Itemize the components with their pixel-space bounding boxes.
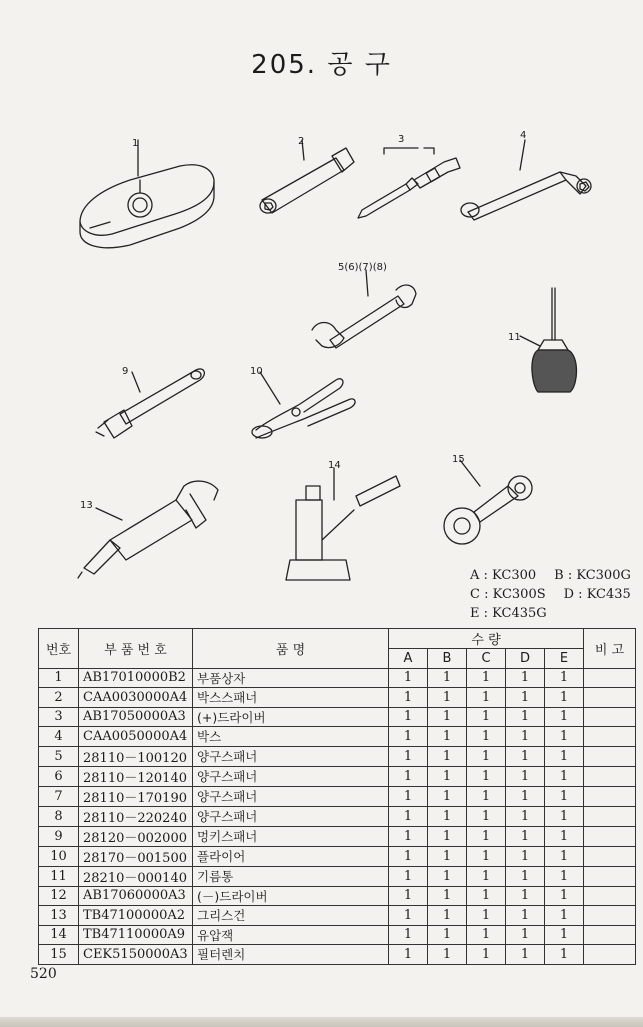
- row-qty: 1: [545, 668, 584, 688]
- row-qty: 1: [506, 688, 545, 708]
- row-name: (－)드라이버: [193, 886, 389, 906]
- row-qty: 1: [506, 866, 545, 886]
- header-qty-d: D: [506, 649, 545, 669]
- parts-table: [38, 628, 636, 965]
- screwdriver-drawing: [358, 148, 460, 218]
- legend-item: C : KC300S: [470, 587, 546, 602]
- filter-wrench-drawing: [444, 460, 532, 544]
- row-qty: 1: [506, 786, 545, 806]
- row-qty: 1: [428, 886, 467, 906]
- row-name: 기름통: [193, 866, 389, 886]
- row-part-no: CAA0050000A4: [79, 727, 193, 747]
- row-qty: 1: [545, 766, 584, 786]
- row-no: 10: [39, 846, 79, 866]
- row-qty: 1: [389, 906, 428, 926]
- header-remarks: 비 고: [584, 629, 636, 669]
- row-remarks: [584, 945, 636, 965]
- row-qty: 1: [389, 925, 428, 945]
- callout-5-8: 5(6)(7)(8): [338, 262, 387, 273]
- row-qty: 1: [428, 688, 467, 708]
- legend-item: B : KC300G: [554, 568, 631, 583]
- table-row: [39, 746, 636, 766]
- row-qty: 1: [506, 806, 545, 826]
- row-no: 15: [39, 945, 79, 965]
- grease-gun-drawing: [78, 481, 218, 578]
- row-qty: 1: [545, 906, 584, 926]
- row-name: 양구스패너: [193, 746, 389, 766]
- row-name: 양구스패너: [193, 786, 389, 806]
- table-row: [39, 766, 636, 786]
- row-qty: 1: [467, 746, 506, 766]
- row-qty: 1: [428, 727, 467, 747]
- table-row: [39, 707, 636, 727]
- row-qty: 1: [506, 945, 545, 965]
- row-no: 2: [39, 688, 79, 708]
- row-qty: 1: [389, 826, 428, 846]
- row-qty: 1: [389, 727, 428, 747]
- row-qty: 1: [389, 866, 428, 886]
- page-title: 205. 공 구: [251, 50, 392, 80]
- table-row: [39, 945, 636, 965]
- row-qty: 1: [506, 727, 545, 747]
- row-qty: 1: [467, 886, 506, 906]
- row-part-no: 28110－120140: [79, 766, 193, 786]
- row-part-no: 28110－100120: [79, 746, 193, 766]
- row-part-no: 28210－000140: [79, 866, 193, 886]
- row-remarks: [584, 707, 636, 727]
- row-part-no: AB17010000B2: [79, 668, 193, 688]
- row-qty: 1: [467, 766, 506, 786]
- table-row: [39, 886, 636, 906]
- row-qty: 1: [467, 668, 506, 688]
- table-row: [39, 668, 636, 688]
- row-qty: 1: [506, 746, 545, 766]
- legend-item: E : KC435G: [470, 606, 547, 621]
- legend-item: A : KC300: [470, 568, 537, 583]
- box-wrench-drawing: [461, 140, 591, 220]
- row-qty: 1: [545, 886, 584, 906]
- row-no: 14: [39, 925, 79, 945]
- row-qty: 1: [389, 886, 428, 906]
- row-qty: 1: [389, 786, 428, 806]
- table-row: [39, 925, 636, 945]
- row-qty: 1: [467, 866, 506, 886]
- row-qty: 1: [428, 786, 467, 806]
- row-qty: 1: [545, 786, 584, 806]
- row-qty: 1: [467, 906, 506, 926]
- row-qty: 1: [428, 945, 467, 965]
- parts-table-body: [39, 668, 636, 964]
- row-qty: 1: [467, 945, 506, 965]
- table-row: [39, 688, 636, 708]
- row-qty: 1: [467, 846, 506, 866]
- header-qty-a: A: [389, 649, 428, 669]
- legend-row: [470, 604, 631, 623]
- row-qty: 1: [506, 668, 545, 688]
- row-remarks: [584, 746, 636, 766]
- row-qty: 1: [389, 668, 428, 688]
- row-part-no: AB17060000A3: [79, 886, 193, 906]
- row-qty: 1: [428, 806, 467, 826]
- row-qty: 1: [389, 806, 428, 826]
- header-qty-c: C: [467, 649, 506, 669]
- open-end-spanner-drawing: [312, 270, 416, 348]
- row-qty: 1: [389, 707, 428, 727]
- row-remarks: [584, 688, 636, 708]
- callout-14: 14: [328, 460, 341, 471]
- header-part-no: 부 품 번 호: [79, 629, 193, 669]
- table-row: [39, 906, 636, 926]
- row-qty: 1: [467, 826, 506, 846]
- row-no: 5: [39, 746, 79, 766]
- row-qty: 1: [506, 906, 545, 926]
- row-remarks: [584, 766, 636, 786]
- row-no: 3: [39, 707, 79, 727]
- row-qty: 1: [428, 906, 467, 926]
- table-row: [39, 806, 636, 826]
- row-qty: 1: [428, 826, 467, 846]
- row-remarks: [584, 886, 636, 906]
- callout-13: 13: [80, 500, 93, 511]
- row-qty: 1: [545, 866, 584, 886]
- row-qty: 1: [428, 925, 467, 945]
- row-qty: 1: [428, 866, 467, 886]
- row-part-no: CEK5150000A3: [79, 945, 193, 965]
- table-header-row: [39, 629, 636, 649]
- row-qty: 1: [428, 668, 467, 688]
- legend-row: [470, 585, 631, 604]
- row-remarks: [584, 786, 636, 806]
- row-qty: 1: [389, 746, 428, 766]
- row-qty: 1: [467, 806, 506, 826]
- row-qty: 1: [506, 886, 545, 906]
- oil-can-drawing: [520, 288, 577, 392]
- row-name: 필터렌치: [193, 945, 389, 965]
- row-name: 플라이어: [193, 846, 389, 866]
- row-no: 6: [39, 766, 79, 786]
- table-row: [39, 826, 636, 846]
- header-qty-b: B: [428, 649, 467, 669]
- callout-1: 1: [132, 138, 139, 149]
- row-no: 4: [39, 727, 79, 747]
- row-name: 부품상자: [193, 668, 389, 688]
- row-name: 그리스건: [193, 906, 389, 926]
- row-no: 12: [39, 886, 79, 906]
- callout-3: 3: [398, 134, 405, 145]
- callout-11: 11: [508, 332, 521, 343]
- box-spanner-drawing: [260, 140, 354, 213]
- row-qty: 1: [467, 688, 506, 708]
- row-qty: 1: [389, 945, 428, 965]
- header-qty: 수 량: [389, 629, 584, 649]
- row-qty: 1: [545, 727, 584, 747]
- legend-item: D : KC435: [563, 587, 631, 602]
- header-qty-e: E: [545, 649, 584, 669]
- row-qty: 1: [545, 806, 584, 826]
- row-qty: 1: [467, 925, 506, 945]
- row-remarks: [584, 727, 636, 747]
- callout-9: 9: [122, 366, 129, 377]
- row-name: 박스: [193, 727, 389, 747]
- row-qty: 1: [545, 925, 584, 945]
- row-qty: 1: [545, 688, 584, 708]
- header-no: 번호: [39, 629, 79, 669]
- row-part-no: 28110－220240: [79, 806, 193, 826]
- row-part-no: TB47100000A2: [79, 906, 193, 926]
- row-remarks: [584, 806, 636, 826]
- row-qty: 1: [506, 766, 545, 786]
- page-number: 520: [30, 966, 57, 982]
- row-name: 양구스패너: [193, 806, 389, 826]
- row-qty: 1: [506, 925, 545, 945]
- header-name: 품 명: [193, 629, 389, 669]
- row-qty: 1: [467, 707, 506, 727]
- callout-15: 15: [452, 454, 465, 465]
- row-part-no: TB47110000A9: [79, 925, 193, 945]
- row-remarks: [584, 866, 636, 886]
- row-part-no: 28110－170190: [79, 786, 193, 806]
- callout-4: 4: [520, 130, 527, 141]
- row-qty: 1: [389, 846, 428, 866]
- row-qty: 1: [545, 846, 584, 866]
- legend-row: [470, 566, 631, 585]
- row-remarks: [584, 846, 636, 866]
- row-name: (+)드라이버: [193, 707, 389, 727]
- page-edge: [0, 1017, 643, 1027]
- row-qty: 1: [545, 707, 584, 727]
- model-legend: [470, 566, 631, 623]
- row-qty: 1: [389, 688, 428, 708]
- row-no: 1: [39, 668, 79, 688]
- row-qty: 1: [428, 846, 467, 866]
- row-qty: 1: [506, 826, 545, 846]
- row-qty: 1: [389, 766, 428, 786]
- row-name: 유압잭: [193, 925, 389, 945]
- row-qty: 1: [428, 707, 467, 727]
- row-name: 멍키스패너: [193, 826, 389, 846]
- callout-2: 2: [298, 136, 305, 147]
- row-part-no: 28120－002000: [79, 826, 193, 846]
- row-no: 8: [39, 806, 79, 826]
- row-qty: 1: [467, 786, 506, 806]
- row-remarks: [584, 925, 636, 945]
- row-no: 9: [39, 826, 79, 846]
- row-remarks: [584, 826, 636, 846]
- tool-box-drawing: [80, 140, 214, 248]
- row-qty: 1: [506, 707, 545, 727]
- row-no: 11: [39, 866, 79, 886]
- row-no: 13: [39, 906, 79, 926]
- row-no: 7: [39, 786, 79, 806]
- callout-10: 10: [250, 366, 263, 377]
- row-remarks: [584, 906, 636, 926]
- table-row: [39, 866, 636, 886]
- row-qty: 1: [545, 746, 584, 766]
- table-row: [39, 846, 636, 866]
- row-qty: 1: [545, 945, 584, 965]
- row-qty: 1: [428, 746, 467, 766]
- table-row: [39, 786, 636, 806]
- row-part-no: 28170－001500: [79, 846, 193, 866]
- row-qty: 1: [545, 826, 584, 846]
- table-row: [39, 727, 636, 747]
- row-name: 박스스패너: [193, 688, 389, 708]
- monkey-wrench-drawing: [96, 369, 204, 438]
- row-qty: 1: [506, 846, 545, 866]
- row-part-no: CAA0030000A4: [79, 688, 193, 708]
- row-name: 양구스패너: [193, 766, 389, 786]
- row-part-no: AB17050000A3: [79, 707, 193, 727]
- hydraulic-jack-drawing: [286, 468, 400, 580]
- row-qty: 1: [428, 766, 467, 786]
- pliers-drawing: [252, 372, 355, 438]
- row-qty: 1: [467, 727, 506, 747]
- row-remarks: [584, 668, 636, 688]
